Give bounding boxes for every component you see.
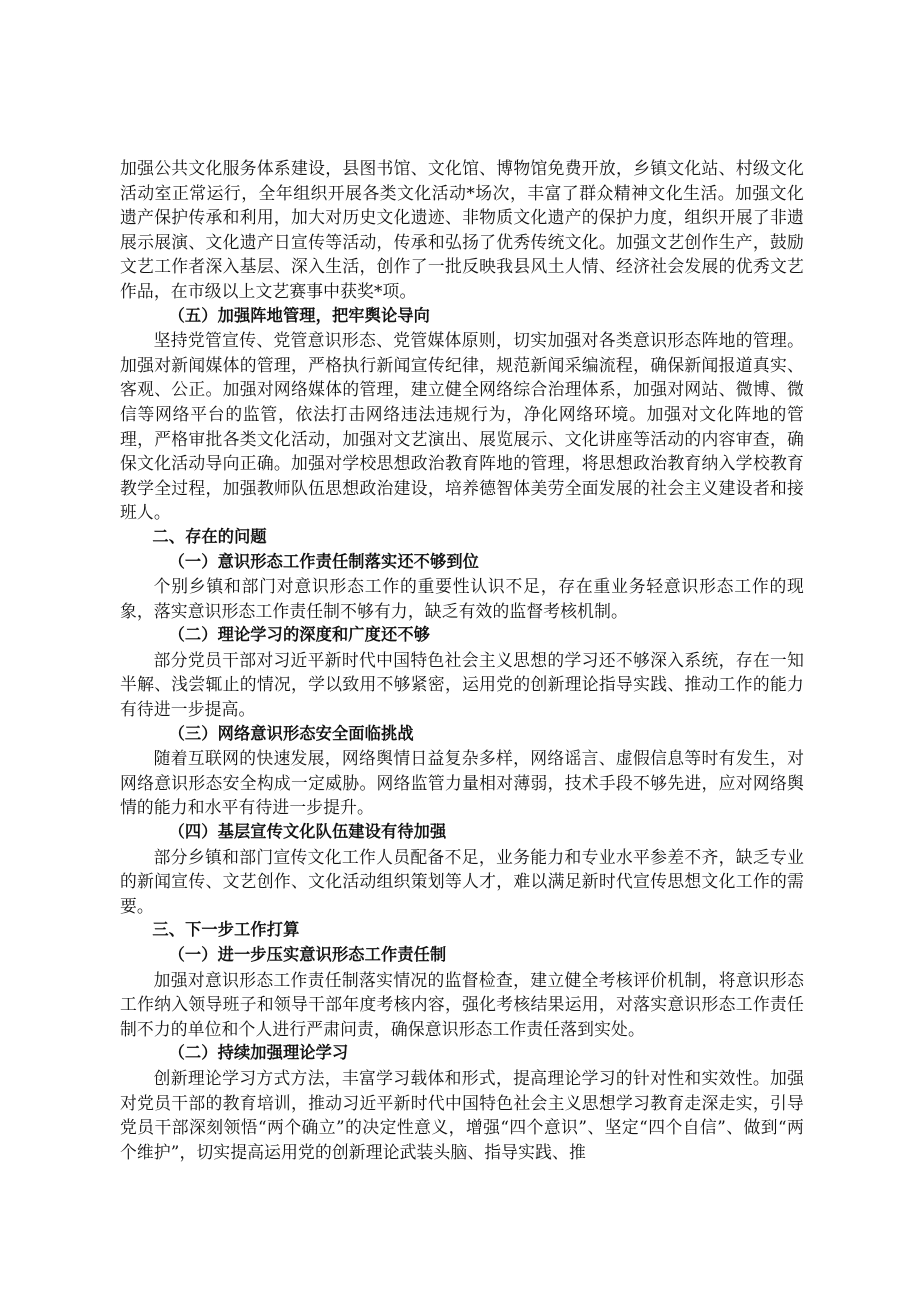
subheading-next-step-2: （二）持续加强理论学习 [168, 1043, 349, 1063]
paragraph-position-management: 坚持党管宣传、党管意识形态、党管媒体原则，切实加强对各类意识形态阵地的管理。加强对新闻媒体的管理，严格执行新闻宣传纪律，规范新闻采编流程，确保新闻报道真实、客观、公正。加强对网络媒体的管理，建立健全网络综合治理体系，加强对网站、微博、微信等网络平台的监管，依法打击网络违法违规行为，净化网络环境。加强对文化阵地的管理，严格审批各类文化活动，加强对文艺演出、展览展示、文化讲座等活动的内容审查，确保文化活动导向正确。加强对学校思想政治教育阵地的管理，将思想政治教育纳入学校教育教学全过程，加强教师队伍思想政治建设，培养德智体美劳全面发展的社会主义建设者和接班人。 [120, 330, 804, 523]
subheading-problem-1: （一）意识形态工作责任制落实还不够到位 [168, 551, 480, 571]
subheading-next-step-1: （一）进一步压实意识形态工作责任制 [168, 945, 447, 964]
document-body [120, 156, 804, 1164]
paragraph-problem-4: 部分乡镇和部门宣传文化工作人员配备不足，业务能力和专业水平参差不齐，缺乏专业的新闻宣传、文艺创作、文化活动组织策划等人才，难以满足新时代宣传思想文化工作的需要。 [120, 846, 804, 916]
section-heading-problems: 二、存在的问题 [152, 526, 267, 546]
paragraph-next-step-2: 创新理论学习方式方法，丰富学习载体和形式，提高理论学习的针对性和实效性。加强对党员干部的教育培训，推动习近平新时代中国特色社会主义思想学习教育走深走实，引导党员干部深刻领悟“两个确立”的决定性意义，增强“四个意识”、坚定“四个自信”、做到“两个维护”，切实提高运用党的创新理论武装头脑、指导实践、推 [120, 1067, 804, 1162]
subheading-problem-3: （三）网络意识形态安全面临挑战 [168, 723, 414, 743]
paragraph-next-step-1: 加强对意识形态工作责任制落实情况的监督检查，建立健全考核评价机制，将意识形态工作纳入领导班子和领导干部年度考核内容，强化考核结果运用，对落实意识形态工作责任制不力的单位和个人进行严肃问责，确保意识形态工作责任落到实处。 [120, 969, 804, 1039]
paragraph-cultural-services: 加强公共文化服务体系建设，县图书馆、文化馆、博物馆免费开放，乡镇文化站、村级文化活动室正常运行，全年组织开展各类文化活动*场次，丰富了群众精神文化生活。加强文化遗产保护传承和利用，加大对历史文化遗迹、非物质文化遗产的保护力度，组织开展了非遗展示展演、文化遗产日宣传等活动，传承和弘扬了优秀传统文化。加强文艺创作生产，鼓励文艺工作者深入基层、深入生活，创作了一批反映我县风土人情、经济社会发展的优秀文艺作品，在市级以上文艺赛事中获奖*项。 [120, 158, 804, 301]
subheading-position-management: （五）加强阵地管理，把牢舆论导向 [168, 305, 430, 325]
paragraph-problem-2: 部分党员干部对习近平新时代中国特色社会主义思想的学习还不够深入系统，存在一知半解、浅尝辄止的情况，学以致用不够紧密，运用党的创新理论指导实践、推动工作的能力有待进一步提高。 [120, 649, 804, 720]
paragraph-problem-1: 个别乡镇和部门对意识形态工作的重要性认识不足，存在重业务轻意识形态工作的现象，落实意识形态工作责任制不够有力，缺乏有效的监督考核机制。 [120, 576, 804, 621]
paragraph-problem-3: 随着互联网的快速发展，网络舆情日益复杂多样，网络谣言、虚假信息等时有发生，对网络意识形态安全构成一定威胁。网络监管力量相对薄弱，技术手段不够先进，应对网络舆情的能力和水平有待进一步提升。 [120, 748, 804, 818]
section-heading-next-steps: 三、下一步工作打算 [152, 920, 300, 940]
subheading-problem-2: （二）理论学习的深度和广度还不够 [168, 625, 430, 645]
subheading-problem-4: （四）基层宣传文化队伍建设有待加强 [168, 822, 447, 842]
